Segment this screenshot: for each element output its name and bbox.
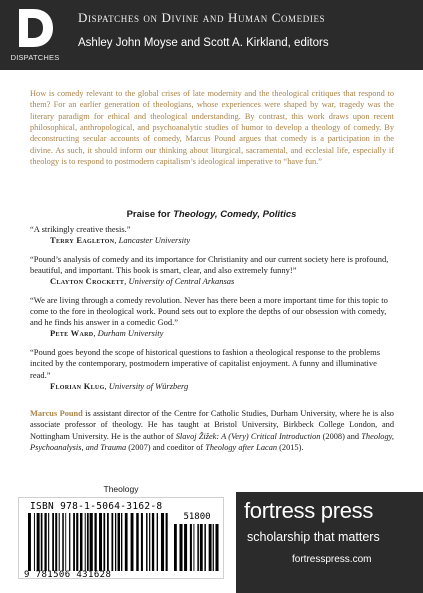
endorser-name: Pete Ward xyxy=(50,328,94,339)
isbn-number: ISBN 978-1-5064-3162-8 xyxy=(30,501,163,512)
logo-wordmark: DISPATCHES xyxy=(10,53,60,62)
author-name: Marcus Pound xyxy=(30,409,83,418)
endorser-name: Florian Klug xyxy=(50,380,105,391)
publisher-tagline: scholarship that matters xyxy=(247,530,380,544)
bio-text: (2015). xyxy=(277,443,304,453)
book-description: How is comedy relevant to the global crises of late modernity and the theological critiques that respond to them? For an earlier generation of theologians, whose experiences were shaped by war, tragedy was the literary paradigm for ethical and theological understanding. By contrast, this work draws upon recent philosophical, anthropological, and psychoanalytic studies of humor to develop a theology of comedy. By deconstructing secular accounts of comedy, Marcus Pound argues that comedy is a participation in the divine. As such, it should inform our thinking about liturgical, sacramental, and ecclesial life, especially if theology is to respond to postmodern capitalism’s ideological imperative to “have fun.” xyxy=(30,89,394,167)
bio-text: (2008) and xyxy=(320,431,362,441)
endorser-affiliation: University of Würzberg xyxy=(108,380,189,391)
endorser-affiliation: University of Central Arkansas xyxy=(128,276,235,287)
bio-book-title: Slavoj Žižek: A (Very) Critical Introduction xyxy=(175,431,321,441)
endorsement-attribution: Terry Eagleton, Lancaster University xyxy=(50,235,191,246)
price-addon-number: 51800 xyxy=(183,512,211,522)
endorsement-attribution: Pete Ward, Durham University xyxy=(50,328,164,339)
endorsement-attribution: Clayton Crockett, University of Central Arkansas xyxy=(50,276,235,287)
endorsement-quote: “We are living through a comedy revolution. Never has there been a more important time for this topic to come to the fore in theological work. Pound sets out to explore the depths of our obsession with comedy, and he finds his answer in a comedic God.” xyxy=(30,295,388,328)
publisher-name: fortress press xyxy=(244,498,374,523)
ean-barcode xyxy=(28,513,168,571)
endorser-name: Terry Eagleton xyxy=(50,235,115,246)
endorsement-attribution: Florian Klug, University of Würzberg xyxy=(50,380,189,391)
endorsement-quote: “A strikingly creative thesis.” xyxy=(30,224,131,234)
endorser-name: Clayton Crockett xyxy=(50,276,125,287)
praise-book-title: Theology, Comedy, Politics xyxy=(173,209,297,220)
dispatches-logo xyxy=(0,0,70,70)
addon-barcode xyxy=(174,524,220,571)
ean-digits: 9 781506 431628 xyxy=(24,570,112,580)
endorsement-quote: “Pound’s analysis of comedy and its importance for Christianity and our current society here is profound, beautiful, and important. This book is smart, clear, and also extremely funny!” xyxy=(30,254,389,276)
bio-text: (2007) and coeditor of xyxy=(126,443,206,453)
publisher-url[interactable]: fortresspress.com xyxy=(292,554,372,565)
endorsements xyxy=(30,224,394,400)
praise-prefix: Praise for xyxy=(126,209,174,220)
bio-book-title: Theology, Psychoanalysis, and Trauma xyxy=(30,431,394,453)
author-bio xyxy=(30,408,394,453)
bio-text: is assistant director of the Centre for Catholic Studies, Durham University, where he is also associate professor of theology. He has taught at Bristol University, Birkbeck College London, and Nottingham University. He is the author of xyxy=(30,409,394,441)
subject-category: Theology xyxy=(103,484,139,494)
bio-book-title: Theology after Lacan xyxy=(205,443,278,453)
endorsement-quote: “Pound goes beyond the scope of historical questions to fashion a theological response to the problems incited by the contemporary, postmodern imperative of capitalist enjoyment. A funny and illuminative read.” xyxy=(30,347,381,380)
praise-heading xyxy=(0,209,423,220)
series-editors: Ashley John Moyse and Scott A. Kirkland, editors xyxy=(78,37,329,49)
endorser-affiliation: Lancaster University xyxy=(118,235,191,246)
d-letter-icon xyxy=(13,6,57,50)
series-title: Dispatches on Divine and Human Comedies xyxy=(78,10,326,25)
endorser-affiliation: Durham University xyxy=(97,328,164,339)
